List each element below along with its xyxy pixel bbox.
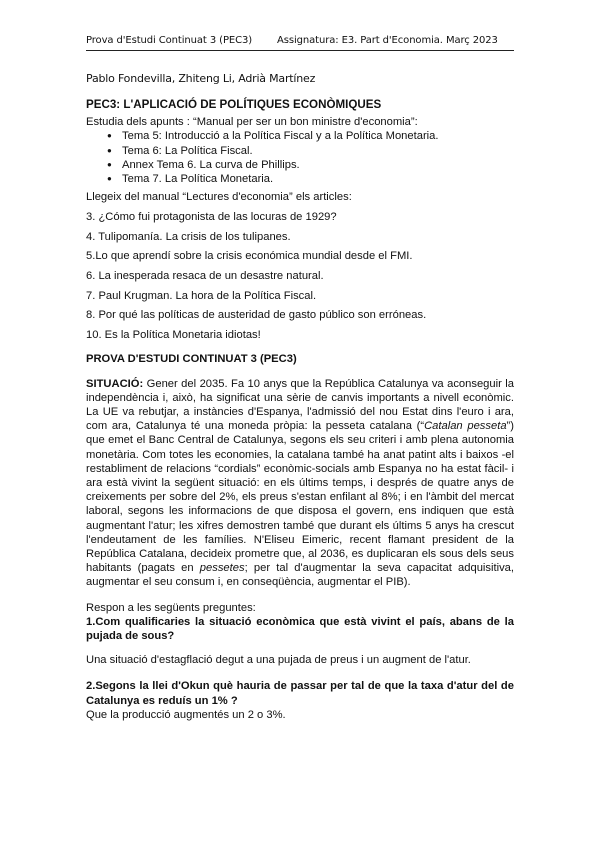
situation-paragraph [86,377,514,590]
topic-item: ● Tema 7. La Política Monetaria. [122,172,514,186]
article-item: 10. Es la Política Monetaria idiotas! [86,329,261,342]
question-2: 2.Segons la llei d'Okun què hauria de passar per tal de que la taxa d'atur del de Catalunya es reduís un 1% ? [86,680,514,707]
situation-italic-2: pessetes [199,562,245,575]
questions-intro: Respon a les següents preguntes: [86,601,256,614]
document-title: PEC3: L'APLICACIÓ DE POLÍTIQUES ECONÒMIQUES [86,98,382,111]
answer-1: Una situació d'estagflació degut a una pujada de preus i un augment de l'atur. [86,654,471,667]
answer-2: Que la producció augmentés un 2 o 3%. [86,708,286,721]
topic-item: ● Annex Tema 6. La curva de Phillips. [122,158,514,172]
header-course-label: Prova d'Estudi Continuat 3 (PEC3) [86,35,253,46]
situation-italic-1: Catalan pesseta [424,420,507,433]
situation-label: SITUACIÓ: [86,377,144,390]
article-item: 6. La inesperada resaca de un desastre natural. [86,270,324,283]
topics-list [86,129,514,186]
situation-text-3: ; per tal d'augmentar la seva capacitat adquisitiva, augmentar el seu consum i, en conseqüència, augmentar el PIB). [86,562,514,589]
topic-item: ● Tema 5: Introducció a la Política Fiscal y a la Política Monetaria. [122,129,514,143]
authors-line: Pablo Fondevilla, Zhiteng Li, Adrià Martínez [86,72,316,85]
situation-text-1: Gener del 2035. Fa 10 anys que la República Catalunya va aconseguir la independència i, això, ha significat una sèrie de canvis importants a nivell econòmic. La UE va rebutjar, a instàncies d'Espanya, l'admissió del nou Estat dins l'euro i ara, com ara, Catalunya té una moneda pròpia: la pesseta catalana (“ [86,377,514,433]
article-item: 5.Lo que aprendí sobre la crisis económica mundial desde el FMI. [86,250,413,263]
header-divider [86,50,514,51]
readings-intro: Llegeix del manual “Lectures d'economia” els articles: [86,191,352,204]
header-subject-label: Assignatura: E3. Part d'Economia. Març 2023 [277,35,498,46]
document-body [86,98,514,722]
article-item: 7. Paul Krugman. La hora de la Política Fiscal. [86,289,317,302]
article-item: 8. Por qué las políticas de austeridad de gasto público son erróneas. [86,309,427,322]
topic-item: ● Tema 6: La Política Fiscal. [122,144,514,158]
article-item: 4. Tulipomanía. La crisis de los tulipanes. [86,230,291,243]
question-1: 1.Com qualificaries la situació econòmica que està vivint el país, abans de la pujada de sous? [86,615,514,642]
article-item: 3. ¿Cómo fui protagonista de las locuras de 1929? [86,210,337,223]
section-title: PROVA D'ESTUDI CONTINUAT 3 (PEC3) [86,353,297,366]
situation-text-2: ”) que emet el Banc Central de Catalunya, segons els seu criteri i amb plena autonomia monetària. Com totes les economies, la catalana també ha anat patint alts i baixos -el restabliment de relacions “cordials” econòmic-socials amb Espanya no ha estat fàcil- i ara està vivint la següent situació: en els últims temps, i després de quatre anys de creixements per sobre del 2%, els preus s'estan enfilant al 8%; i en l'àmbit del mercat laboral, segons les informacions de que disposa el govern, ens indiquen que està augmentant l'atur; les xifres demostren també que durant els últims 5 anys ha crescut l'endeutament de les famílies. N'Eliseu Eimeric, recent flamant president de la República Catalana, decideix prometre que, al 2036, es duplicaran els sous dels seus habitants (pagats en [86,420,514,575]
study-intro: Estudia dels apunts : “Manual per ser un bon ministre d'economia”: [86,116,418,129]
